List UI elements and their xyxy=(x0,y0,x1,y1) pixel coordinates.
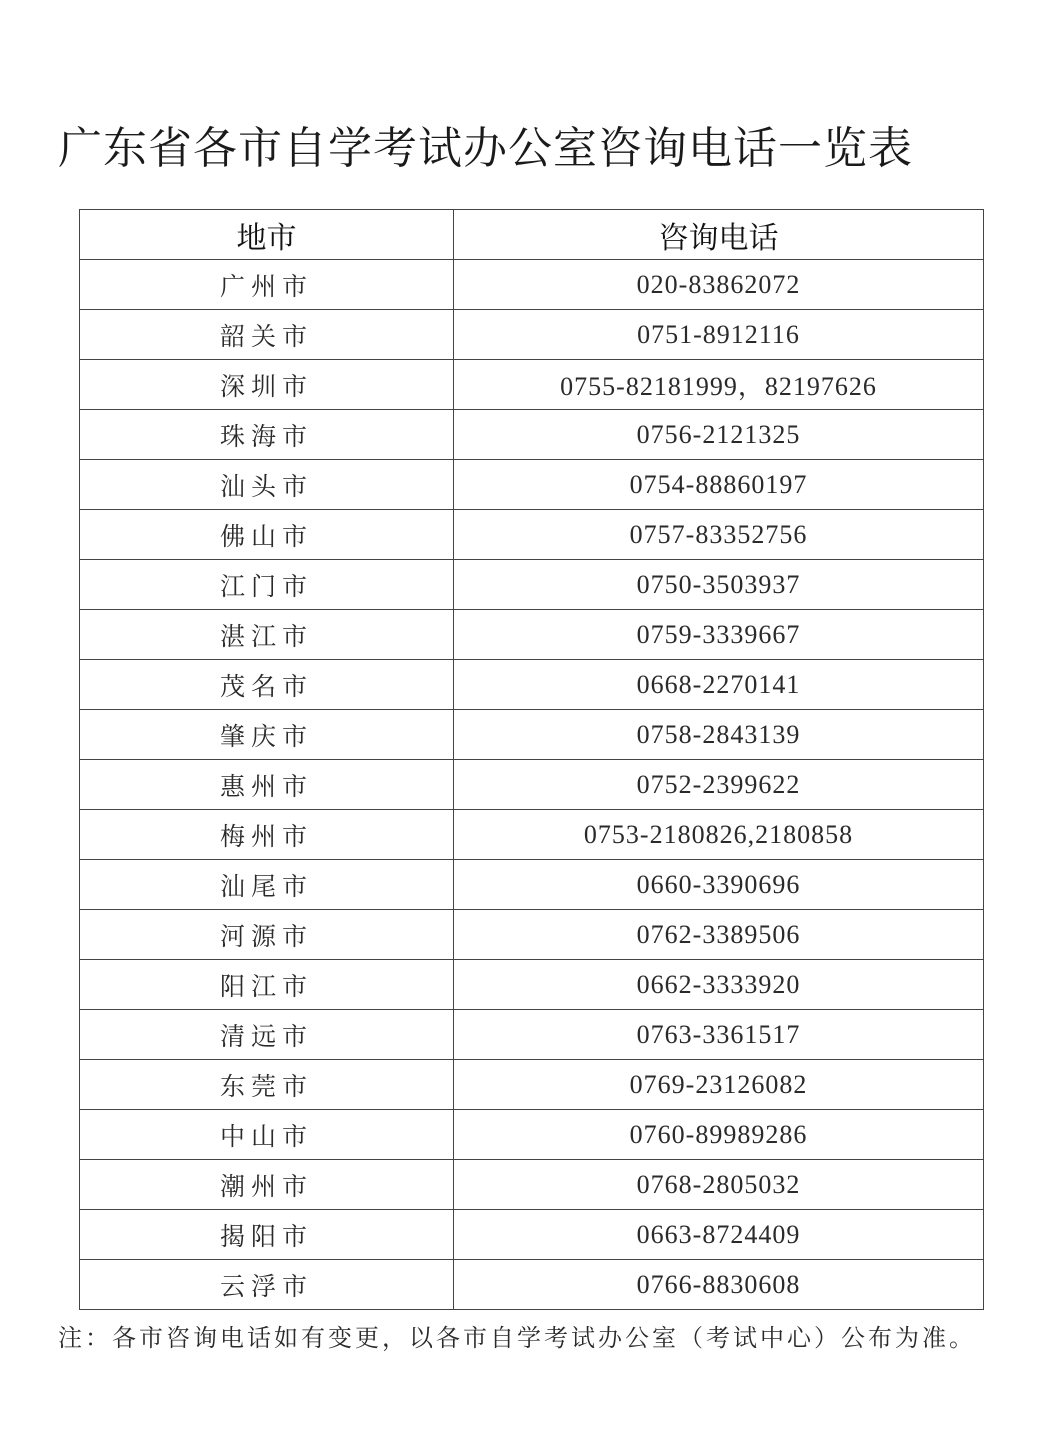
phone-cell: 0668-2270141 xyxy=(454,660,984,710)
city-cell: 阳江市 xyxy=(80,960,454,1010)
city-cell: 揭阳市 xyxy=(80,1210,454,1260)
city-cell: 韶关市 xyxy=(80,310,454,360)
table-row xyxy=(80,810,984,860)
table-row xyxy=(80,1010,984,1060)
table-row xyxy=(80,460,984,510)
city-cell: 广州市 xyxy=(80,260,454,310)
phone-table xyxy=(79,209,984,1310)
table-row xyxy=(80,510,984,560)
table-row xyxy=(80,1110,984,1160)
table-row xyxy=(80,1160,984,1210)
table-row xyxy=(80,410,984,460)
city-cell: 清远市 xyxy=(80,1010,454,1060)
phone-cell: 020-83862072 xyxy=(454,260,984,310)
table-row xyxy=(80,610,984,660)
phone-cell: 0754-88860197 xyxy=(454,460,984,510)
table-row xyxy=(80,560,984,610)
table-row xyxy=(80,310,984,360)
phone-cell: 0753-2180826,2180858 xyxy=(454,810,984,860)
phone-cell: 0660-3390696 xyxy=(454,860,984,910)
phone-cell: 0755-82181999，82197626 xyxy=(454,360,984,410)
table-row xyxy=(80,1060,984,1110)
city-cell: 茂名市 xyxy=(80,660,454,710)
city-cell: 汕头市 xyxy=(80,460,454,510)
phone-cell: 0769-23126082 xyxy=(454,1060,984,1110)
table-row xyxy=(80,1210,984,1260)
phone-cell: 0751-8912116 xyxy=(454,310,984,360)
phone-cell: 0750-3503937 xyxy=(454,560,984,610)
city-cell: 惠州市 xyxy=(80,760,454,810)
table-body xyxy=(80,260,984,1310)
phone-cell: 0756-2121325 xyxy=(454,410,984,460)
city-cell: 梅州市 xyxy=(80,810,454,860)
table-row xyxy=(80,860,984,910)
phone-cell: 0766-8830608 xyxy=(454,1260,984,1310)
table-row xyxy=(80,1260,984,1310)
city-cell: 佛山市 xyxy=(80,510,454,560)
table-row xyxy=(80,660,984,710)
table-row xyxy=(80,760,984,810)
phone-cell: 0758-2843139 xyxy=(454,710,984,760)
city-cell: 云浮市 xyxy=(80,1260,454,1310)
city-cell: 珠海市 xyxy=(80,410,454,460)
table-row xyxy=(80,960,984,1010)
header-city: 地市 xyxy=(80,210,454,260)
phone-cell: 0759-3339667 xyxy=(454,610,984,660)
table-row xyxy=(80,910,984,960)
city-cell: 潮州市 xyxy=(80,1160,454,1210)
table-header xyxy=(80,210,984,260)
header-phone: 咨询电话 xyxy=(454,210,984,260)
table-row xyxy=(80,260,984,310)
city-cell: 东莞市 xyxy=(80,1060,454,1110)
city-cell: 深圳市 xyxy=(80,360,454,410)
phone-cell: 0752-2399622 xyxy=(454,760,984,810)
city-cell: 汕尾市 xyxy=(80,860,454,910)
city-cell: 江门市 xyxy=(80,560,454,610)
city-cell: 河源市 xyxy=(80,910,454,960)
phone-cell: 0763-3361517 xyxy=(454,1010,984,1060)
footnote: 注：各市咨询电话如有变更，以各市自学考试办公室（考试中心）公布为准。 xyxy=(58,1324,976,1352)
phone-cell: 0663-8724409 xyxy=(454,1210,984,1260)
page-title: 广东省各市自学考试办公室咨询电话一览表 xyxy=(58,123,913,174)
phone-cell: 0662-3333920 xyxy=(454,960,984,1010)
phone-cell: 0760-89989286 xyxy=(454,1110,984,1160)
city-cell: 中山市 xyxy=(80,1110,454,1160)
phone-cell: 0762-3389506 xyxy=(454,910,984,960)
phone-cell: 0757-83352756 xyxy=(454,510,984,560)
table-row xyxy=(80,710,984,760)
phone-cell: 0768-2805032 xyxy=(454,1160,984,1210)
table-row xyxy=(80,360,984,410)
header-row xyxy=(80,210,984,260)
city-cell: 肇庆市 xyxy=(80,710,454,760)
city-cell: 湛江市 xyxy=(80,610,454,660)
